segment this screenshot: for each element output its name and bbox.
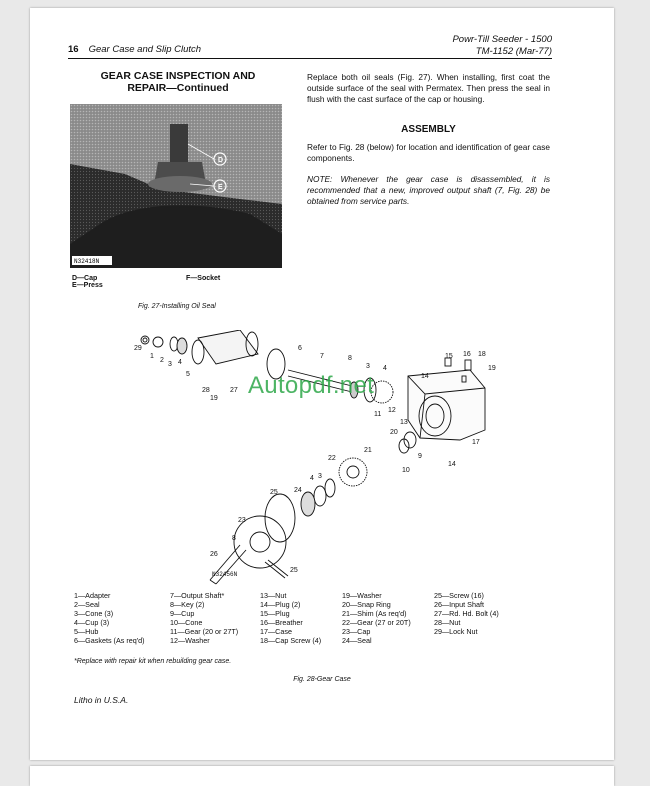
assembly-instructions: Refer to Fig. 28 (below) for location and identification of gear case components. <box>307 142 550 164</box>
svg-text:4: 4 <box>383 365 387 372</box>
svg-text:17: 17 <box>472 439 480 446</box>
manual-page <box>30 8 614 760</box>
svg-text:28: 28 <box>202 387 210 394</box>
svg-text:E: E <box>218 184 223 191</box>
fig28-exploded-diagram <box>90 330 550 592</box>
svg-text:6: 6 <box>298 345 302 352</box>
svg-text:25: 25 <box>270 489 278 496</box>
svg-text:8: 8 <box>348 355 352 362</box>
svg-text:20: 20 <box>390 429 398 436</box>
assembly-heading: ASSEMBLY <box>401 124 456 135</box>
svg-text:3: 3 <box>168 361 172 368</box>
svg-text:14: 14 <box>421 373 429 380</box>
svg-text:7: 7 <box>320 353 324 360</box>
header-rule <box>68 58 552 59</box>
section-title: Gear Case and Slip Clutch <box>88 44 202 55</box>
manual-number: TM-1152 (Mar-77) <box>475 46 552 57</box>
next-page-edge <box>30 766 614 786</box>
photo-legend-right <box>186 275 220 282</box>
fig28-caption: Fig. 28-Gear Case <box>293 676 351 683</box>
svg-text:11: 11 <box>374 411 382 418</box>
photo-legend-f: F—Socket <box>186 275 221 282</box>
header-left <box>68 44 201 55</box>
svg-text:3: 3 <box>318 473 322 480</box>
header-right <box>452 34 552 58</box>
seal-instructions: Replace both oil seals (Fig. 27). When installing, first coat the outside surface of the seal with Permatex. Then press the seal in flush with the cast surface of the cap or housing. <box>307 72 550 105</box>
svg-text:18: 18 <box>478 351 486 358</box>
svg-text:12: 12 <box>388 407 396 414</box>
litho-note: Litho in U.S.A. <box>74 695 129 705</box>
heading-line-1: GEAR CASE INSPECTION AND <box>100 70 256 82</box>
svg-text:19: 19 <box>488 365 496 372</box>
watermark: Autopdf.net <box>248 372 375 399</box>
section-heading <box>68 70 288 94</box>
fig27-caption: Fig. 27-Installing Oil Seal <box>138 303 216 310</box>
legend-col-3: 13—Nut 14—Plug (2) 15—Plug 16—Breather 17—Case 18—Cap Screw (4) <box>260 591 322 645</box>
svg-text:22: 22 <box>328 455 336 462</box>
svg-text:23: 23 <box>238 517 246 524</box>
photo-legend-e: E—Press <box>72 282 103 289</box>
legend-col-4: 19—Washer 20—Snap Ring 21—Shim (As req'd) 22—Gear (27 or 20T) 23—Cap 24—Seal <box>342 591 411 645</box>
svg-text:25: 25 <box>290 567 298 574</box>
fig27-photo <box>70 104 282 268</box>
photo-legend-d: D—Cap <box>72 275 98 282</box>
svg-text:2: 2 <box>160 357 164 364</box>
legend-col-1: 1—Adapter 2—Seal 3—Cone (3) 4—Cup (3) 5—Hub 6—Gaskets (As req'd) <box>74 591 145 645</box>
svg-text:27: 27 <box>230 387 238 394</box>
footnote: *Replace with repair kit when rebuilding gear case. <box>74 658 232 665</box>
right-column-note <box>307 174 550 208</box>
photo-code: N32418N <box>74 258 100 265</box>
heading-line-2: REPAIR—Continued <box>127 82 229 94</box>
svg-text:9: 9 <box>418 453 422 460</box>
diagram-code: N32456N <box>212 571 238 578</box>
svg-text:21: 21 <box>364 447 372 454</box>
right-column-para1 <box>307 72 550 106</box>
svg-text:1: 1 <box>150 353 154 360</box>
svg-text:26: 26 <box>210 551 218 558</box>
right-column-para2 <box>307 142 550 164</box>
svg-text:29: 29 <box>134 345 142 352</box>
product-title: Powr-Till Seeder - 1500 <box>452 34 552 45</box>
svg-text:10: 10 <box>402 467 410 474</box>
svg-text:19: 19 <box>210 395 218 402</box>
svg-text:15: 15 <box>445 353 453 360</box>
svg-text:14: 14 <box>448 461 456 468</box>
svg-text:13: 13 <box>400 419 408 426</box>
svg-text:8: 8 <box>232 535 236 542</box>
legend-col-2: 7—Output Shaft* 8—Key (2) 9—Cup 10—Cone 11—Gear (20 or 27T) 12—Washer <box>170 591 239 645</box>
svg-text:4: 4 <box>310 475 314 482</box>
svg-text:5: 5 <box>186 371 190 378</box>
page-number: 16 <box>68 44 79 55</box>
svg-text:3: 3 <box>366 363 370 370</box>
assembly-note: NOTE: Whenever the gear case is disassembled, it is recommended that a new, improved output shaft (7, Fig. 28) be obtained from service parts. <box>307 174 550 207</box>
svg-text:24: 24 <box>294 487 302 494</box>
legend-col-5: 25—Screw (16) 26—Input Shaft 27—Rd. Hd. Bolt (4) 28—Nut 29—Lock Nut <box>434 591 499 636</box>
svg-text:D: D <box>218 157 224 164</box>
svg-text:16: 16 <box>463 351 471 358</box>
svg-text:4: 4 <box>178 359 182 366</box>
photo-legend-left <box>72 275 103 289</box>
